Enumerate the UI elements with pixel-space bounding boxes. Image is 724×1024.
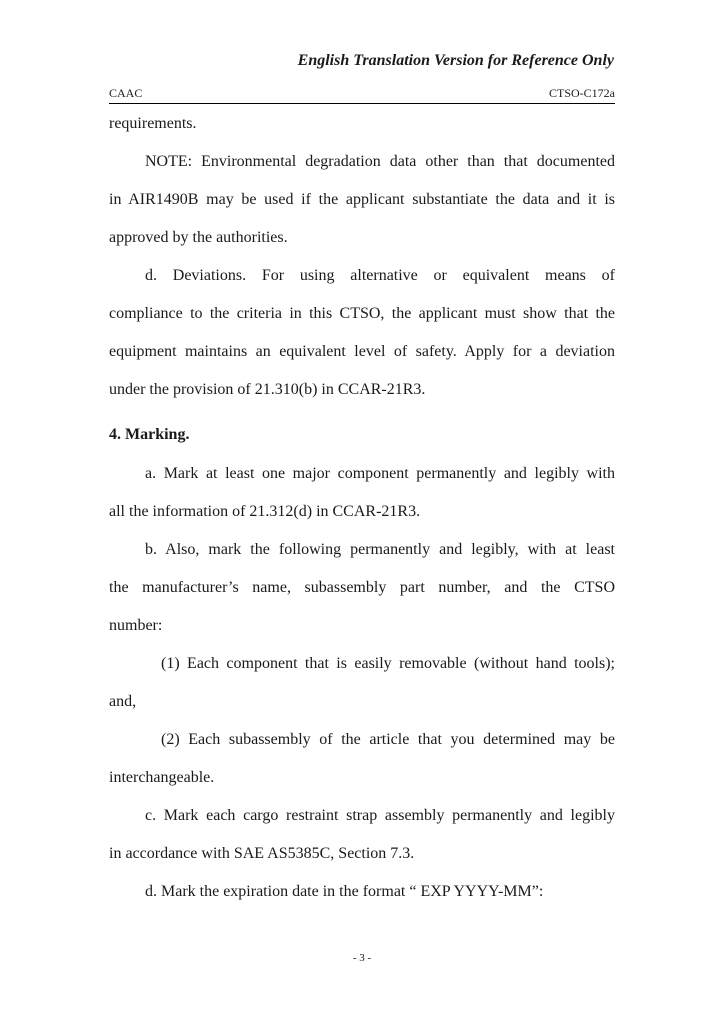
text-line: equipment maintains an equivalent level of safety. Apply for a deviation [109, 343, 615, 360]
text-line: (2) Each subassembly of the article that you determined may be [161, 731, 615, 748]
text-line: d. Deviations. For using alternative or equivalent means of [145, 267, 615, 284]
page-number: - 3 - [352, 952, 372, 964]
text-line: approved by the authorities. [109, 229, 288, 246]
text-line: interchangeable. [109, 769, 215, 786]
text-line: b. Also, mark the following permanently and legibly, with at least [145, 541, 615, 558]
text-line: (1) Each component that is easily removable (without hand tools); [161, 655, 615, 672]
text-line: in AIR1490B may be used if the applicant substantiate the data and it is [109, 191, 615, 208]
text-line: and, [109, 693, 137, 710]
text-line: number: [109, 617, 163, 634]
section-heading: 4. Marking. [109, 426, 190, 443]
text-line: the manufacturer’s name, subassembly part number, and the CTSO [109, 579, 615, 596]
text-line: in accordance with SAE AS5385C, Section 7.3. [109, 845, 415, 862]
text-line: d. Mark the expiration date in the format “ EXP YYYY-MM”: [145, 883, 544, 900]
text-line: all the information of 21.312(d) in CCAR-21R3. [109, 503, 421, 520]
text-line: a. Mark at least one major component permanently and legibly with [145, 465, 615, 482]
text-line: under the provision of 21.310(b) in CCAR-21R3. [109, 381, 426, 398]
document-header-title: English Translation Version for Reference Only [297, 52, 614, 69]
text-line: c. Mark each cargo restraint strap assembly permanently and legibly [145, 807, 615, 824]
text-line: compliance to the criteria in this CTSO, the applicant must show that the [109, 305, 615, 322]
header-organization: CAAC [109, 86, 143, 100]
header-document-id: CTSO-C172a [549, 86, 615, 100]
text-line: requirements. [109, 115, 197, 132]
document-header-row [109, 86, 615, 104]
text-line: NOTE: Environmental degradation data other than that documented [145, 153, 615, 170]
